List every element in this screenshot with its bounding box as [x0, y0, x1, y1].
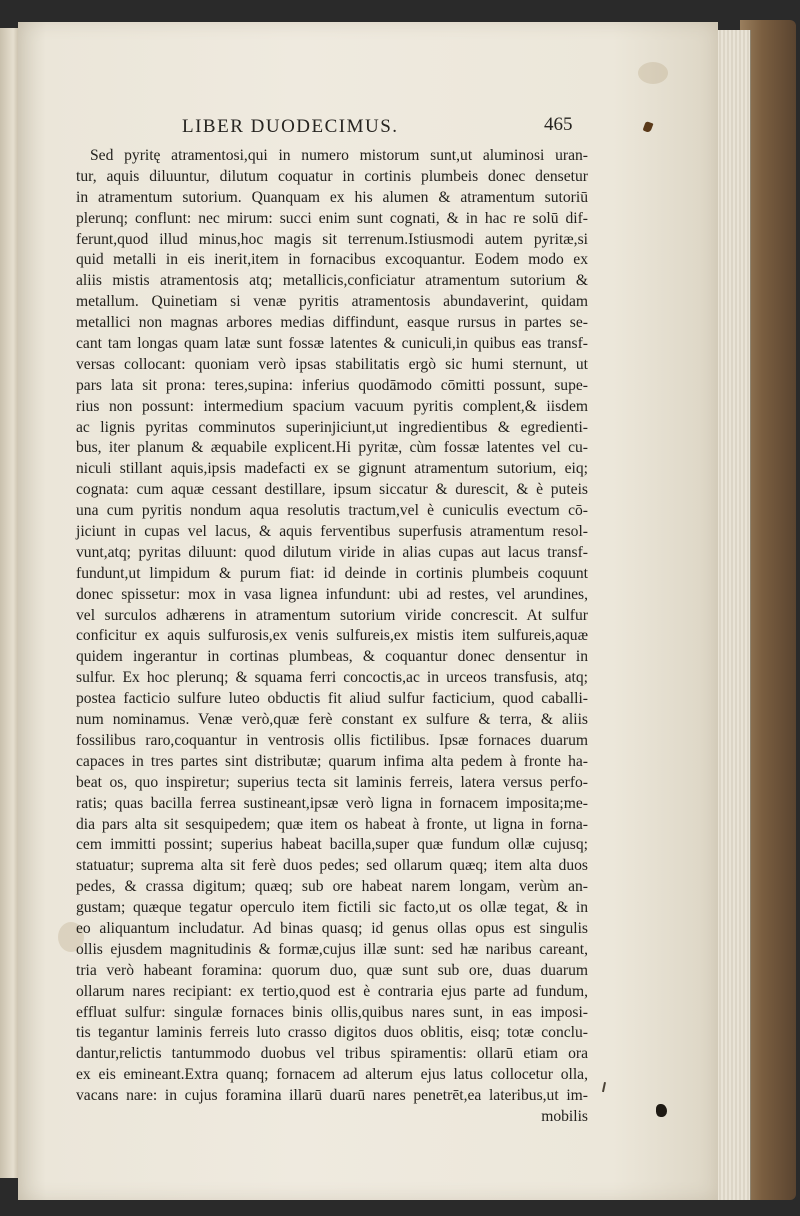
text-line: versas collocant: quoniam verò ipsas stabilitatis ergò sic humi sternunt, ut	[76, 355, 588, 373]
text-line: Sed pyritę atramentosi,qui in numero mistorum sunt,ut aluminosi uran-	[90, 147, 588, 164]
text-line: tria verò habeant foramina: quorum duo, quæ sunt sub ore, duas duarum	[76, 961, 588, 979]
text-line: fossilibus raro,coquantur in ventrosis ollis fictilibus. Ipsæ fornaces duarum	[76, 731, 588, 749]
text-line: tur, aquis diluuntur, dilutum coquatur in cortinis plumbeis donec densetur	[76, 167, 588, 185]
text-line: vel surculos adhærens in atramentum sutorium viride concrescit. At sulfur	[76, 606, 588, 624]
text-line: cant tam longas quam latæ sunt fossæ latentes & cuniculi,in quibus eas transf-	[76, 335, 588, 353]
text-line: vacans nare: in cujus foramina illarū duarū nares penetrēt,ea lateribus,ut im-	[76, 1087, 588, 1105]
text-line: dia pars alta sit sesquipedem; quæ item os habeat à fronte, ut ligna in forna-	[76, 815, 588, 833]
text-line: sulfur. Ex hoc plerunq; & squama ferri concoctis,ac in urceos transfusis, atq;	[76, 669, 588, 687]
text-line: statuatur; suprema alta sit ferè duos pedes; sed ollarum quæq; item alta duos	[76, 857, 588, 875]
text-line: ex eis emineant.Extra quanq; fornacem ad alterum ejus latus collocetur olla,	[76, 1066, 588, 1084]
text-line: quidem ingerantur in cortinas plumbeas, & coquantur donec densentur in	[76, 648, 588, 666]
text-line: ratis; quas bacilla ferrea sustineant,ipsæ verò ligna in fornacem imposita;me-	[76, 794, 588, 812]
text-line: gustam; quæque tegatur operculo item fictili sic facto,ut os ollæ tegat, & in	[76, 899, 588, 917]
text-line: niculi stillant aquis,ipsis madefacti ex se gignunt atramentum sutorium, eiq;	[76, 460, 588, 478]
text-line: metallum. Quinetiam si venæ pyritis atramentosis abundaverint, quidam	[76, 293, 588, 311]
text-line: jiciunt in cupas vel lacus, & aquis ferventibus superfusis atramentum resol-	[76, 523, 588, 541]
text-line: bus, iter planum & æquabile explicent.Hi pyritæ, cùm fossæ latentes vel cu-	[76, 439, 588, 457]
text-line: tis tegantur laminis ferreis luto crasso digitos duos oblitis, eisq; totæ conclu-	[76, 1024, 588, 1042]
body-text	[76, 146, 588, 1128]
text-line: ferunt,quod illud minus,hoc magis sit terrenum.Istiusmodi autem pyritæ,si	[76, 230, 588, 248]
text-line: cem immitti possint; superius habeat bacilla,super quæ fundum ollæ cujusq;	[76, 836, 588, 854]
text-line: pedes, & crassa digitum; quæq; sub ore habeat narem longam, verùm an-	[76, 878, 588, 896]
text-line: metallici non magnas arbores medias diffindunt, easque rursus in partes se-	[76, 314, 588, 332]
text-line: aliis mistis atramentosis atq; metallicis,conficiatur atramentum sutorium &	[76, 272, 588, 290]
page-number: 465	[544, 114, 573, 135]
text-line: donec spissetur: mox in vasa lignea infundunt: ubi ad restes, vel arundines,	[76, 585, 588, 603]
catchword: mobilis	[541, 1107, 588, 1125]
text-line: ollis ejusdem magnitudinis & formæ,cujus illæ sunt: sed hæ naribus careant,	[76, 940, 588, 958]
page-header	[182, 116, 602, 142]
text-line: ollarum nares recipiant: ex tertio,quod est è contraria ejus parte ad fundum,	[76, 982, 588, 1000]
text-line: beat os, quo inspiretur; superius tecta sit laminis ferreis, latera versus perfo-	[76, 773, 588, 791]
text-line: capaces in tres partes sint distributæ; quarum infima alta pedem à fronte ha-	[76, 752, 588, 770]
text-line: quid metalli in eis inerit,item in fornacibus excoquantur. Eodem modo ex	[76, 251, 588, 269]
text-line: num nominamus. Venæ verò,quæ ferè constant ex sulfure & terra, & aliis	[76, 711, 588, 729]
text-line: vunt,atq; pyritas diluunt: quod dilutum viride in alias cupas aut lacus transf-	[76, 543, 588, 561]
paper-stain	[638, 62, 668, 84]
text-line: postea facticio sulfure luteo obductis fit aliud sulfur facticium, quod caballi-	[76, 690, 588, 708]
text-line: rius non possunt: intermedium spacium vacuum pyritis complent,& iisdem	[76, 397, 588, 415]
text-line: conficitur ex aquis sulfurosis,ex venis sulfureis,ex mistis item sulfureis,aquæ	[76, 627, 588, 645]
text-line: in atramentum sutorium. Quanquam ex his alumen & atramentum sutoriū	[76, 188, 588, 206]
text-line: eo aliquantum includatur. Ad binas quasq; id genus ollas opus est singulis	[76, 919, 588, 937]
text-line: fundunt,ut limpidum & purum fiat: id deinde in cortinis plumbeis coquunt	[76, 564, 588, 582]
text-line: pars lata sit prona: teres,supina: inferius quodāmodo cōmitti possunt, supe-	[76, 376, 588, 394]
text-line: cognata: cum aquæ cessant destillare, ipsum siccatur & durescit, & è puteis	[76, 481, 588, 499]
running-title: LIBER DUODECIMUS.	[182, 116, 399, 137]
text-line: plerunq; conflunt: nec mirum: succi enim sunt cognati, & in hac re solū dif-	[76, 209, 588, 227]
ink-blot	[656, 1104, 667, 1117]
text-line: ac lignis pyritas comminutos superinjiciunt,ut ingredientibus & egredienti-	[76, 418, 588, 436]
text-line: effluat sulfur: singulæ fornaces binis ollis,quibus nares sunt, in eas imposi-	[76, 1003, 588, 1021]
text-line: una cum pyritis nondum aqua resolutis tractum,vel è cuniculis evectum cō-	[76, 502, 588, 520]
text-line: dantur,relictis tantummodo duobus vel tribus spiramentis: ollarū etiam ora	[76, 1045, 588, 1063]
